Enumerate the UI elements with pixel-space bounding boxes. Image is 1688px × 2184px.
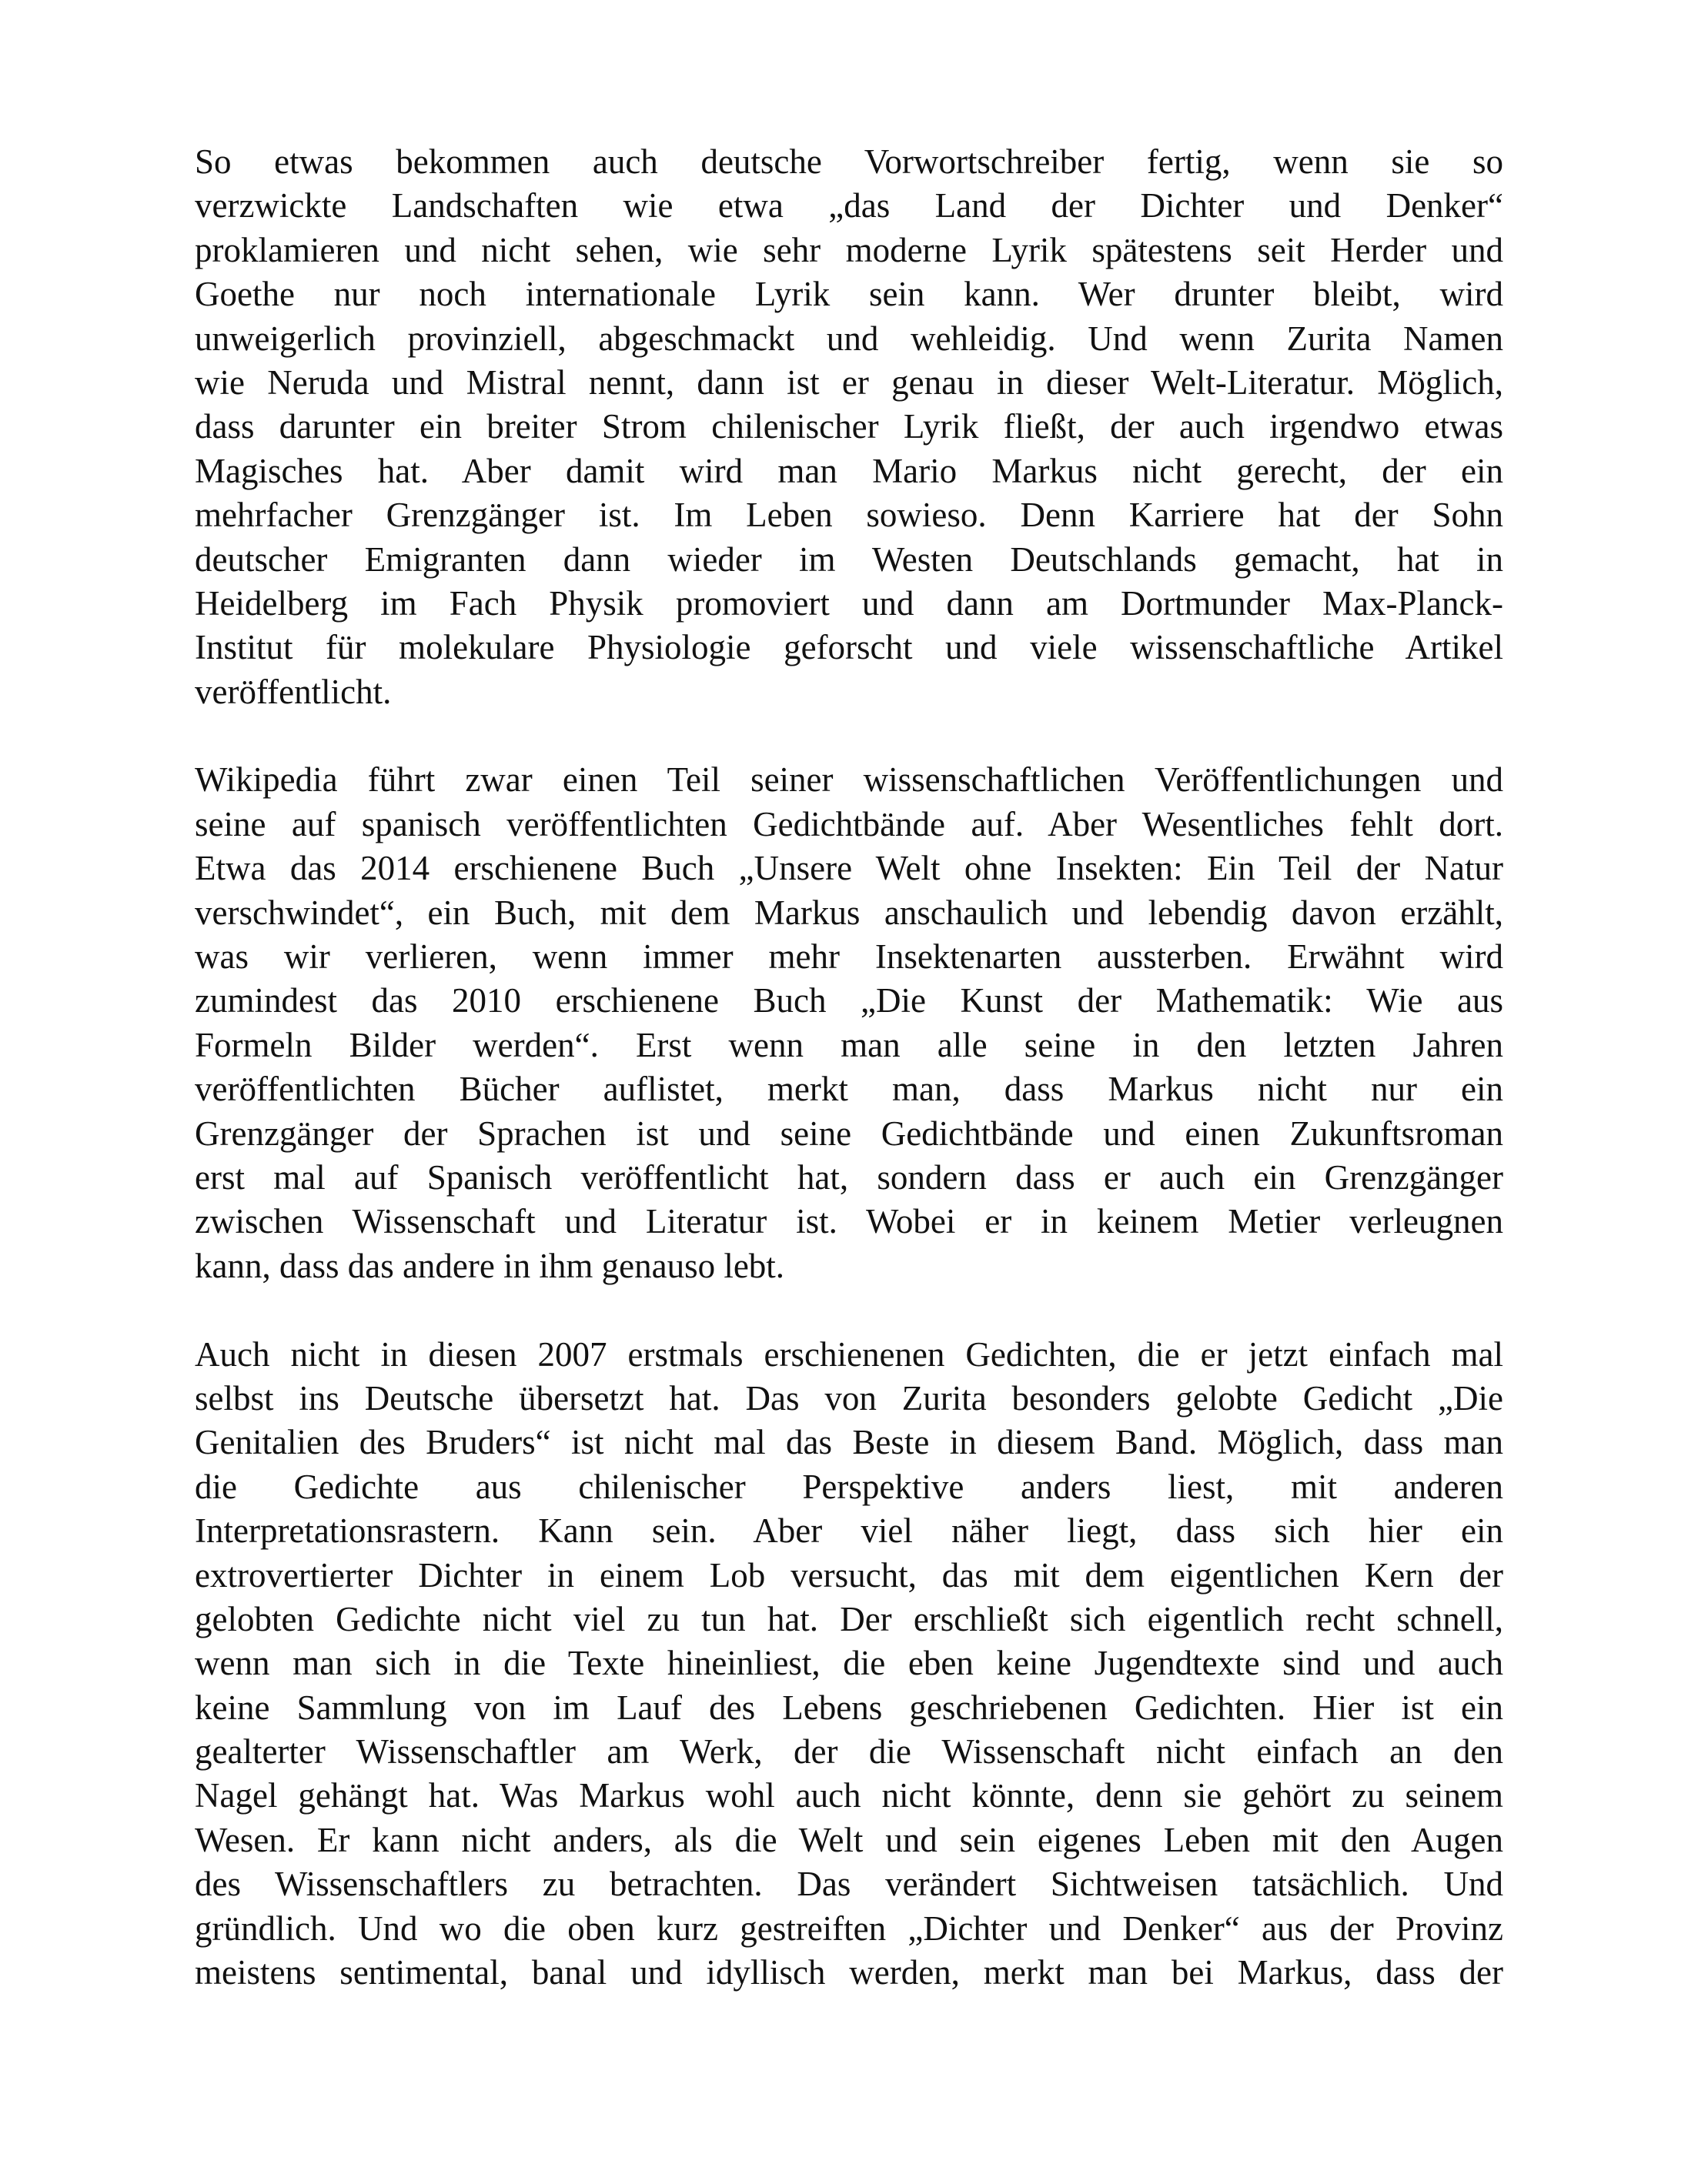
- text-line: extrovertierter Dichter in einem Lob versucht, das mit dem eigentlichen Kern der: [195, 1555, 1503, 1595]
- text-line: gealterter Wissenschaftler am Werk, der die Wissenschaft nicht einfach an den: [195, 1732, 1503, 1772]
- text-line: was wir verlieren, wenn immer mehr Insektenarten aussterben. Erwähnt wird: [195, 937, 1503, 977]
- paragraph-3: [195, 1333, 1503, 1995]
- text-line: seine auf spanisch veröffentlichten Gedichtbände auf. Aber Wesentliches fehlt dort.: [195, 804, 1503, 843]
- text-line: zwischen Wissenschaft und Literatur ist. Wobei er in keinem Metier verleugnen: [195, 1202, 1503, 1241]
- text-line: Formeln Bilder werden“. Erst wenn man alle seine in den letzten Jahren: [195, 1025, 1503, 1064]
- text-line: deutscher Emigranten dann wieder im Westen Deutschlands gemacht, hat in: [195, 539, 1503, 579]
- text-line: wenn man sich in die Texte hineinliest, die eben keine Jugendtexte sind und auch: [195, 1644, 1503, 1683]
- paragraph-1: [195, 140, 1503, 714]
- text-line: unweigerlich provinziell, abgeschmackt und wehleidig. Und wenn Zurita Namen: [195, 319, 1503, 358]
- text-line: Auch nicht in diesen 2007 erstmals erschienenen Gedichten, die er jetzt einfach mal: [195, 1334, 1503, 1374]
- text-line: keine Sammlung von im Lauf des Lebens geschriebenen Gedichten. Hier ist ein: [195, 1688, 1503, 1727]
- paragraph-spacer: [195, 1288, 1503, 1332]
- text-line: die Gedichte aus chilenischer Perspektive anders liest, mit anderen: [195, 1467, 1503, 1506]
- text-line: proklamieren und nicht sehen, wie sehr moderne Lyrik spätestens seit Herder und: [195, 230, 1503, 269]
- text-line: veröffentlichten Bücher auflistet, merkt man, dass Markus nicht nur ein: [195, 1070, 1503, 1109]
- text-line: dass darunter ein breiter Strom chilenischer Lyrik fließt, der auch irgendwo etwas: [195, 407, 1503, 446]
- text-line: gelobten Gedichte nicht viel zu tun hat. Der erschließt sich eigentlich recht schnell,: [195, 1599, 1503, 1638]
- text-line: kann, dass das andere in ihm genauso lebt.: [195, 1246, 785, 1285]
- text-line: Goethe nur noch internationale Lyrik sein kann. Wer drunter bleibt, wird: [195, 275, 1503, 314]
- text-line: Wesen. Er kann nicht anders, als die Welt und sein eigenes Leben mit den Augen: [195, 1820, 1503, 1859]
- text-line: mehrfacher Grenzgänger ist. Im Leben sowieso. Denn Karriere hat der Sohn: [195, 496, 1503, 535]
- body-text: [195, 140, 1503, 1995]
- text-line: verzwickte Landschaften wie etwa „das Land der Dichter und Denker“: [195, 186, 1503, 225]
- text-line: Heidelberg im Fach Physik promoviert und dann am Dortmunder Max-Planck-: [195, 583, 1503, 623]
- text-line: selbst ins Deutsche übersetzt hat. Das von Zurita besonders gelobte Gedicht „Die: [195, 1378, 1503, 1418]
- text-line: Wikipedia führt zwar einen Teil seiner wissenschaftlichen Veröffentlichungen und: [195, 760, 1503, 800]
- text-line: meistens sentimental, banal und idyllisch werden, merkt man bei Markus, dass der: [195, 1953, 1503, 1992]
- text-line: Nagel gehängt hat. Was Markus wohl auch nicht könnte, denn sie gehört zu seinem: [195, 1776, 1503, 1815]
- text-line: Institut für molekulare Physiologie geforscht und viele wissenschaftliche Artikel: [195, 628, 1503, 667]
- text-line: des Wissenschaftlers zu betrachten. Das verändert Sichtweisen tatsächlich. Und: [195, 1865, 1503, 1904]
- text-line: Interpretationsrastern. Kann sein. Aber viel näher liegt, dass sich hier ein: [195, 1511, 1503, 1551]
- text-line: Genitalien des Bruders“ ist nicht mal das Beste in diesem Band. Möglich, dass man: [195, 1423, 1503, 1462]
- paragraph-2: [195, 758, 1503, 1288]
- text-line: zumindest das 2010 erschienene Buch „Die Kunst der Mathematik: Wie aus: [195, 981, 1503, 1020]
- text-line: veröffentlicht.: [195, 672, 392, 711]
- paragraph-spacer: [195, 714, 1503, 758]
- text-line: erst mal auf Spanisch veröffentlicht hat, sondern dass er auch ein Grenzgänger: [195, 1157, 1503, 1197]
- text-line: So etwas bekommen auch deutsche Vorwortschreiber fertig, wenn sie so: [195, 142, 1503, 181]
- text-line: wie Neruda und Mistral nennt, dann ist er genau in dieser Welt-Literatur. Möglich,: [195, 362, 1503, 402]
- text-line: Etwa das 2014 erschienene Buch „Unsere Welt ohne Insekten: Ein Teil der Natur: [195, 849, 1503, 888]
- text-line: Magisches hat. Aber damit wird man Mario Markus nicht gerecht, der ein: [195, 451, 1503, 490]
- text-line: Grenzgänger der Sprachen ist und seine Gedichtbände und einen Zukunftsroman: [195, 1114, 1503, 1153]
- text-line: verschwindet“, ein Buch, mit dem Markus anschaulich und lebendig davon erzählt,: [195, 893, 1503, 932]
- text-line: gründlich. Und wo die oben kurz gestreiften „Dichter und Denker“ aus der Provinz: [195, 1908, 1503, 1948]
